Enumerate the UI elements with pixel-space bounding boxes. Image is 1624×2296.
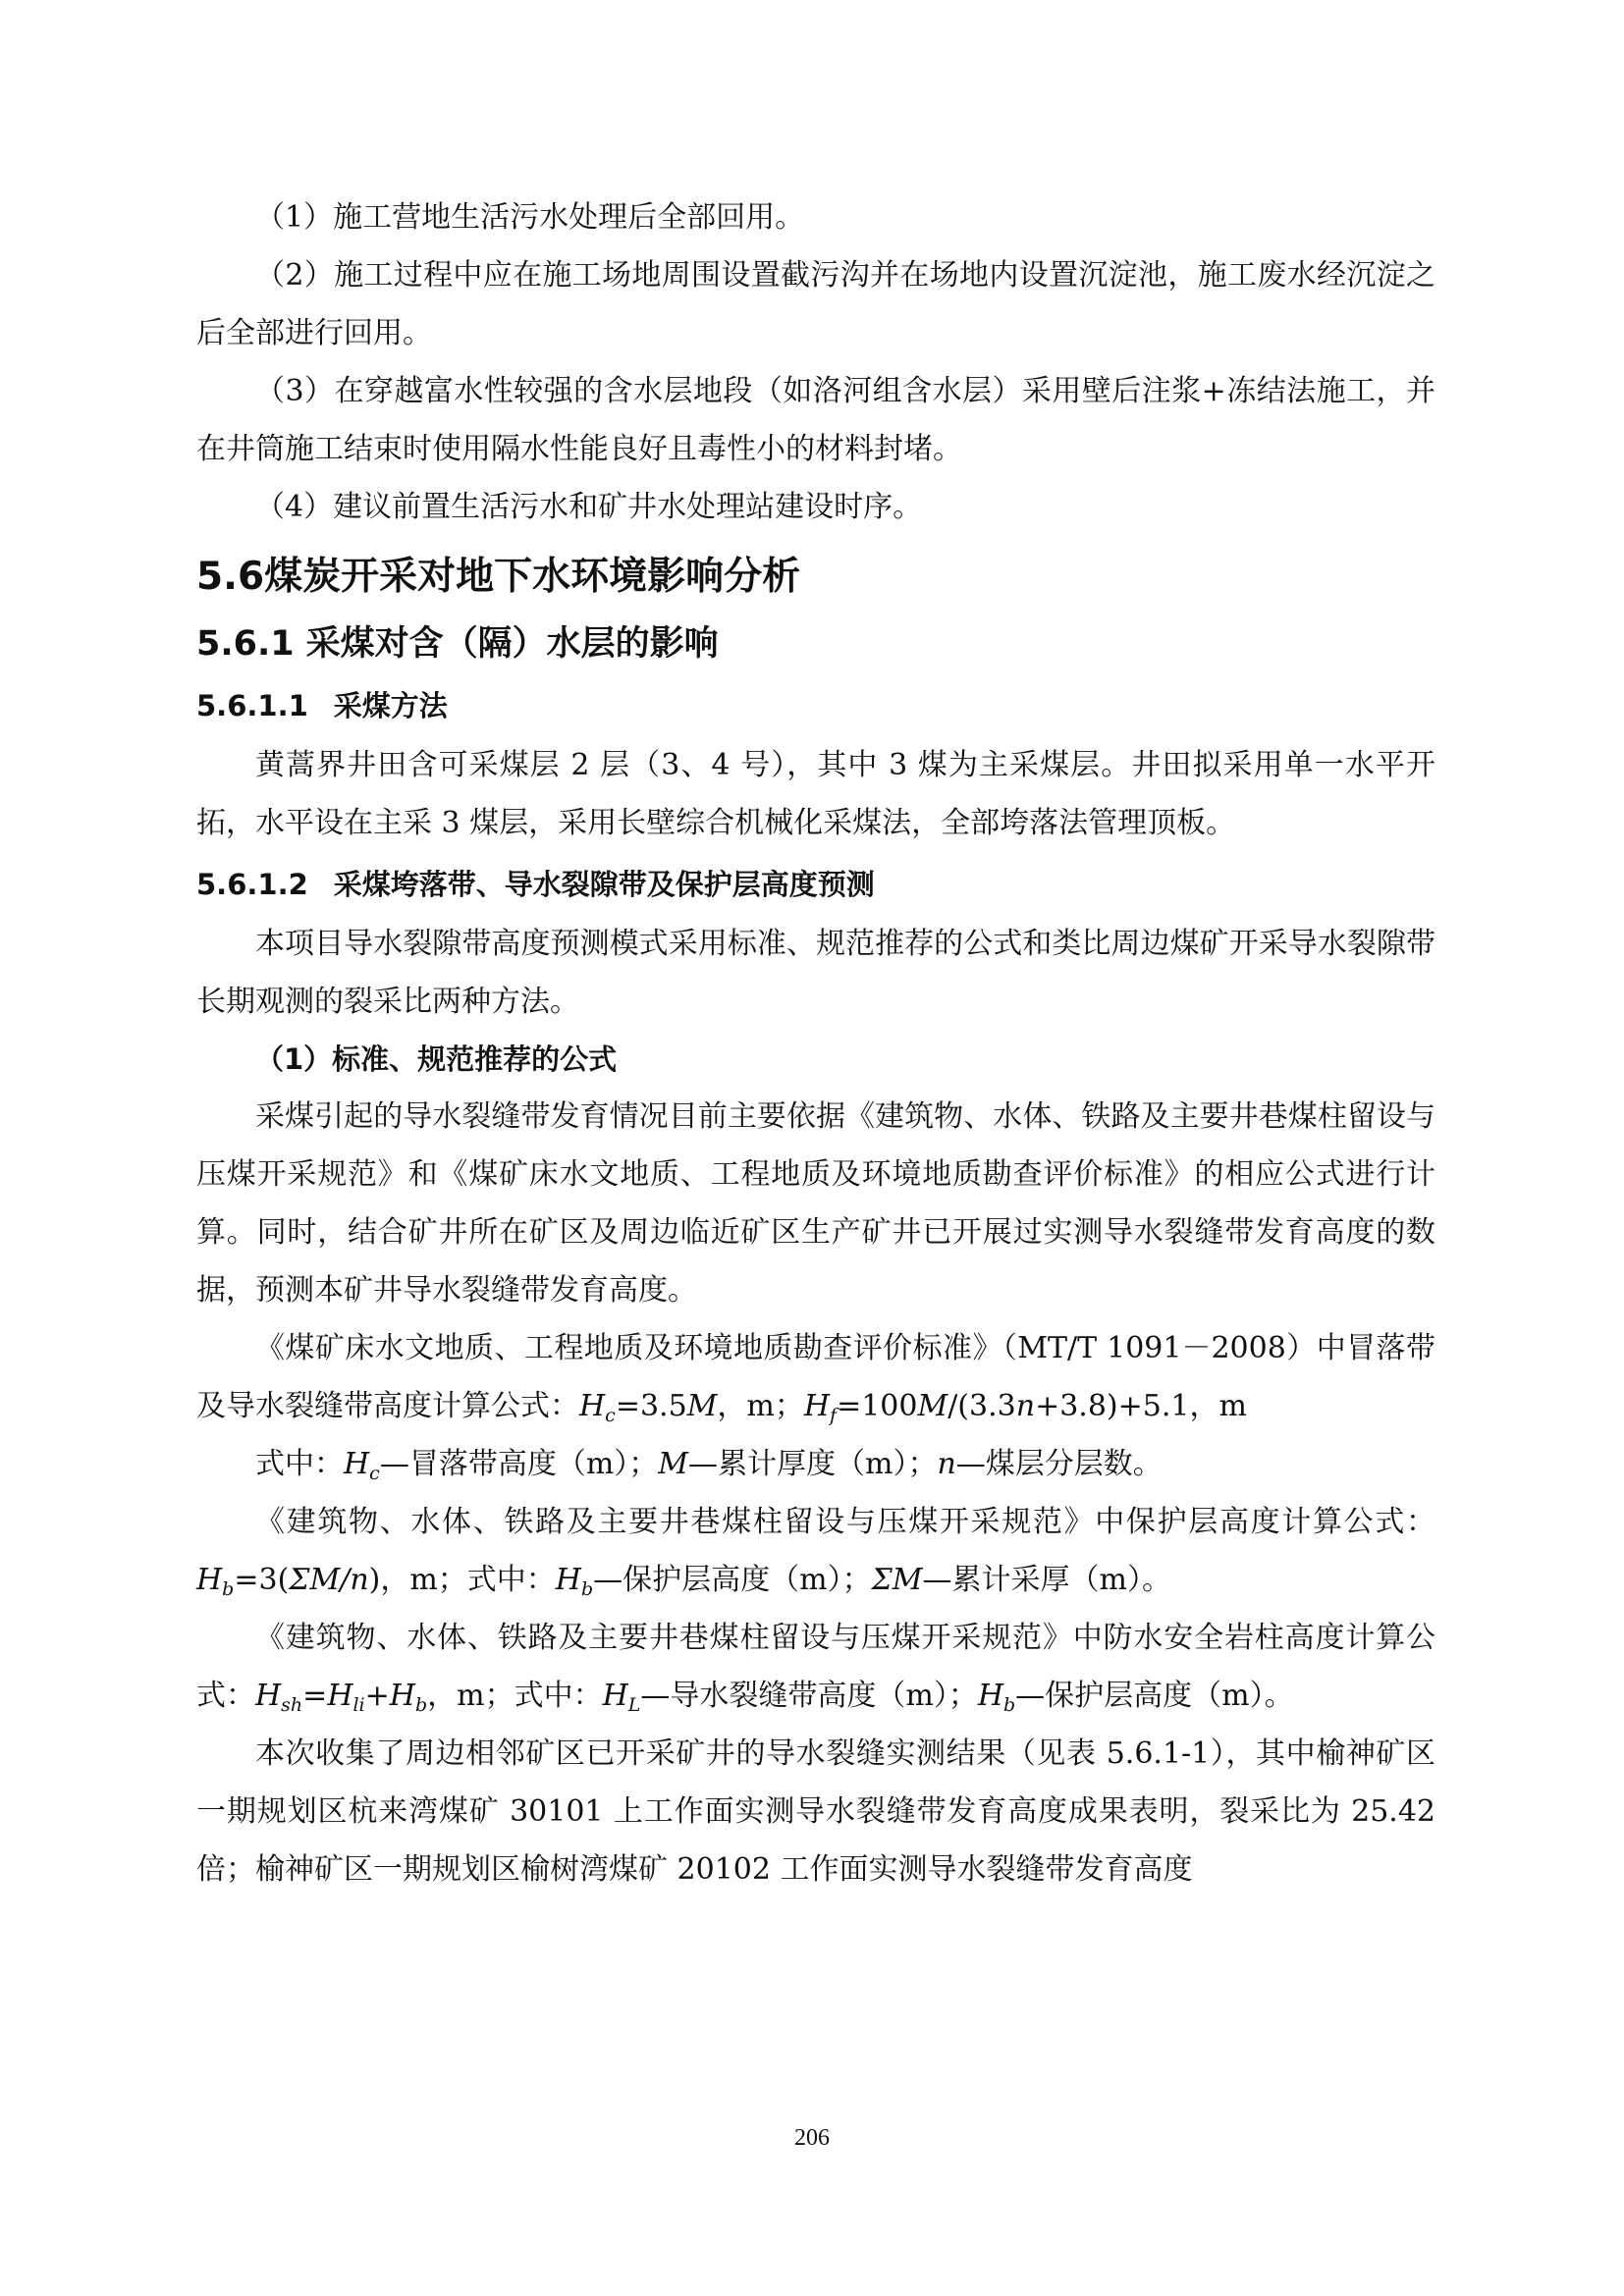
- text-def: —冒落带高度（m）；: [379, 1447, 659, 1481]
- heading-5611-number: 5.6.1.1: [196, 689, 308, 722]
- symbol-n: n: [1015, 1389, 1036, 1423]
- text-def: —煤层分层数。: [955, 1447, 1163, 1481]
- heading-5611: [196, 677, 1435, 734]
- paragraph-formula-legend: [196, 1435, 1435, 1493]
- subscript-c: c: [369, 1463, 380, 1484]
- text-eq: +: [364, 1679, 390, 1713]
- text-lead: 《建筑物、水体、铁路及主要井巷煤柱留设与压煤开采规范》中防水安全岩柱高度计算公式：: [196, 1621, 1435, 1713]
- heading-5612-title: 采煤垮落带、导水裂隙带及保护层高度预测: [333, 868, 875, 901]
- paragraph-basis: 采煤引起的导水裂缝带发育情况目前主要依据《建筑物、水体、铁路及主要井巷煤柱留设与压煤开采规范》和《煤矿床水文地质、工程地质及环境地质勘查评价标准》的相应公式进行计算。同时，结合矿井所在矿区及周边临近矿区生产矿井已开展过实测导水裂缝带发育高度的数据，预测本矿井导水裂缝带发育高度。: [196, 1099, 1435, 1308]
- symbol-H: H: [602, 1679, 628, 1713]
- text-def: —保护层高度（m）。: [1015, 1679, 1294, 1713]
- subscript-c: c: [605, 1405, 616, 1426]
- text-lead: 《建筑物、水体、铁路及主要井巷煤柱留设与压煤开采规范》中保护层高度计算公式：: [255, 1505, 1435, 1539]
- text-lead: 《煤矿床水文地质、工程地质及环境地质勘查评价标准》（MT/T 1091－2008）中冒落带及导水裂缝带高度计算公式：: [196, 1331, 1435, 1423]
- intro-item-3: （3）在穿越富水性较强的含水层地段（如洛河组含水层）采用壁后注浆+冻结法施工，并在井筒施工结束时使用隔水性能良好且毒性小的材料封堵。: [196, 374, 1435, 466]
- text-def: —累计厚度（m）；: [688, 1447, 938, 1481]
- paragraph-formula-safety: [196, 1609, 1435, 1725]
- text-eq: =3(: [234, 1563, 290, 1597]
- section-heading: [196, 548, 1435, 607]
- text-def: —导水裂缝带高度（m）；: [640, 1679, 978, 1713]
- symbol-H: H: [389, 1679, 415, 1713]
- page-number: 206: [794, 2125, 830, 2151]
- paragraph-formula-protect: [196, 1493, 1435, 1609]
- heading-method-1: （1）标准、规范推荐的公式: [255, 1042, 618, 1076]
- text-mid: ，m；式中：: [427, 1679, 603, 1713]
- subscript-f: f: [830, 1405, 838, 1426]
- text-eq: )，m；式中：: [368, 1563, 556, 1597]
- text-eq: =3.5: [615, 1389, 687, 1423]
- symbol-sum-m-n: ΣM/n: [289, 1563, 369, 1597]
- symbol-M: M: [917, 1389, 948, 1423]
- subsection-number: 5.6.1: [196, 624, 295, 664]
- subscript-L: L: [627, 1694, 641, 1716]
- paragraph-prediction-methods: 本项目导水裂隙带高度预测模式采用标准、规范推荐的公式和类比周边煤矿开采导水裂隙带长期观测的裂采比两种方法。: [196, 927, 1435, 1019]
- symbol-n: n: [937, 1447, 956, 1481]
- subscript-b: b: [580, 1578, 594, 1600]
- subsection-heading: [196, 614, 1435, 673]
- symbol-H: H: [327, 1679, 353, 1713]
- section-number: 5.6: [196, 555, 265, 599]
- intro-item-4: （4）建议前置生活污水和矿井水处理站建设时序。: [255, 490, 923, 524]
- subscript-b: b: [414, 1694, 428, 1716]
- subscript-li: li: [352, 1694, 365, 1716]
- symbol-H: H: [196, 1563, 223, 1597]
- symbol-M: M: [686, 1389, 718, 1423]
- symbol-H: H: [344, 1447, 370, 1481]
- section-title: 煤炭开采对地下水环境影响分析: [264, 555, 801, 599]
- text-unit: ，m；: [717, 1389, 804, 1423]
- symbol-sum-m: ΣM: [871, 1563, 923, 1597]
- subscript-b: b: [222, 1578, 235, 1600]
- text-def: —累计采厚（m）。: [922, 1563, 1171, 1597]
- symbol-M: M: [658, 1447, 688, 1481]
- heading-5612-number: 5.6.1.2: [196, 868, 308, 901]
- symbol-H: H: [555, 1563, 581, 1597]
- symbol-H: H: [255, 1679, 282, 1713]
- heading-5612: [196, 856, 1435, 913]
- intro-item-1: （1）施工营地生活污水处理后全部回用。: [255, 200, 805, 235]
- symbol-H: H: [977, 1679, 1003, 1713]
- intro-item-2: （2）施工过程中应在施工场地周围设置截污沟并在场地内设置沉淀池，施工废水经沉淀之后全部进行回用。: [196, 258, 1435, 350]
- paragraph-formula-mt: [196, 1319, 1435, 1435]
- paragraph-mining-method: 黄蒿界井田含可采煤层 2 层（3、4 号），其中 3 煤为主采煤层。井田拟采用单一水平开拓，水平设在主采 3 煤层，采用长壁综合机械化采煤法，全部垮落法管理顶板。: [196, 748, 1435, 840]
- text-eq: =100: [837, 1389, 918, 1423]
- subscript-b: b: [1003, 1694, 1016, 1716]
- text-eq: =: [302, 1679, 328, 1713]
- text-eq: /(3.3: [947, 1389, 1016, 1423]
- symbol-H: H: [803, 1389, 831, 1423]
- text-lead: 式中：: [255, 1447, 344, 1481]
- symbol-H: H: [579, 1389, 606, 1423]
- subscript-sh: sh: [281, 1694, 303, 1716]
- paragraph-measured-results: 本次收集了周边相邻矿区已开采矿井的导水裂缝实测结果（见表 5.6.1-1），其中榆神矿区一期规划区杭来湾煤矿 30101 上工作面实测导水裂缝带发育高度成果表明，裂采比为 25.42 倍；榆神矿区一期规划区榆树湾煤矿 20102 工作面实测导水裂缝带发育高度: [196, 1736, 1435, 1887]
- subsection-title: 采煤对含（隔）水层的影响: [305, 624, 719, 664]
- heading-5611-title: 采煤方法: [333, 689, 448, 722]
- document-body: [196, 188, 1435, 1898]
- text-def: —保护层高度（m）；: [593, 1563, 872, 1597]
- text-eq: +3.8)+5.1，m: [1035, 1389, 1247, 1423]
